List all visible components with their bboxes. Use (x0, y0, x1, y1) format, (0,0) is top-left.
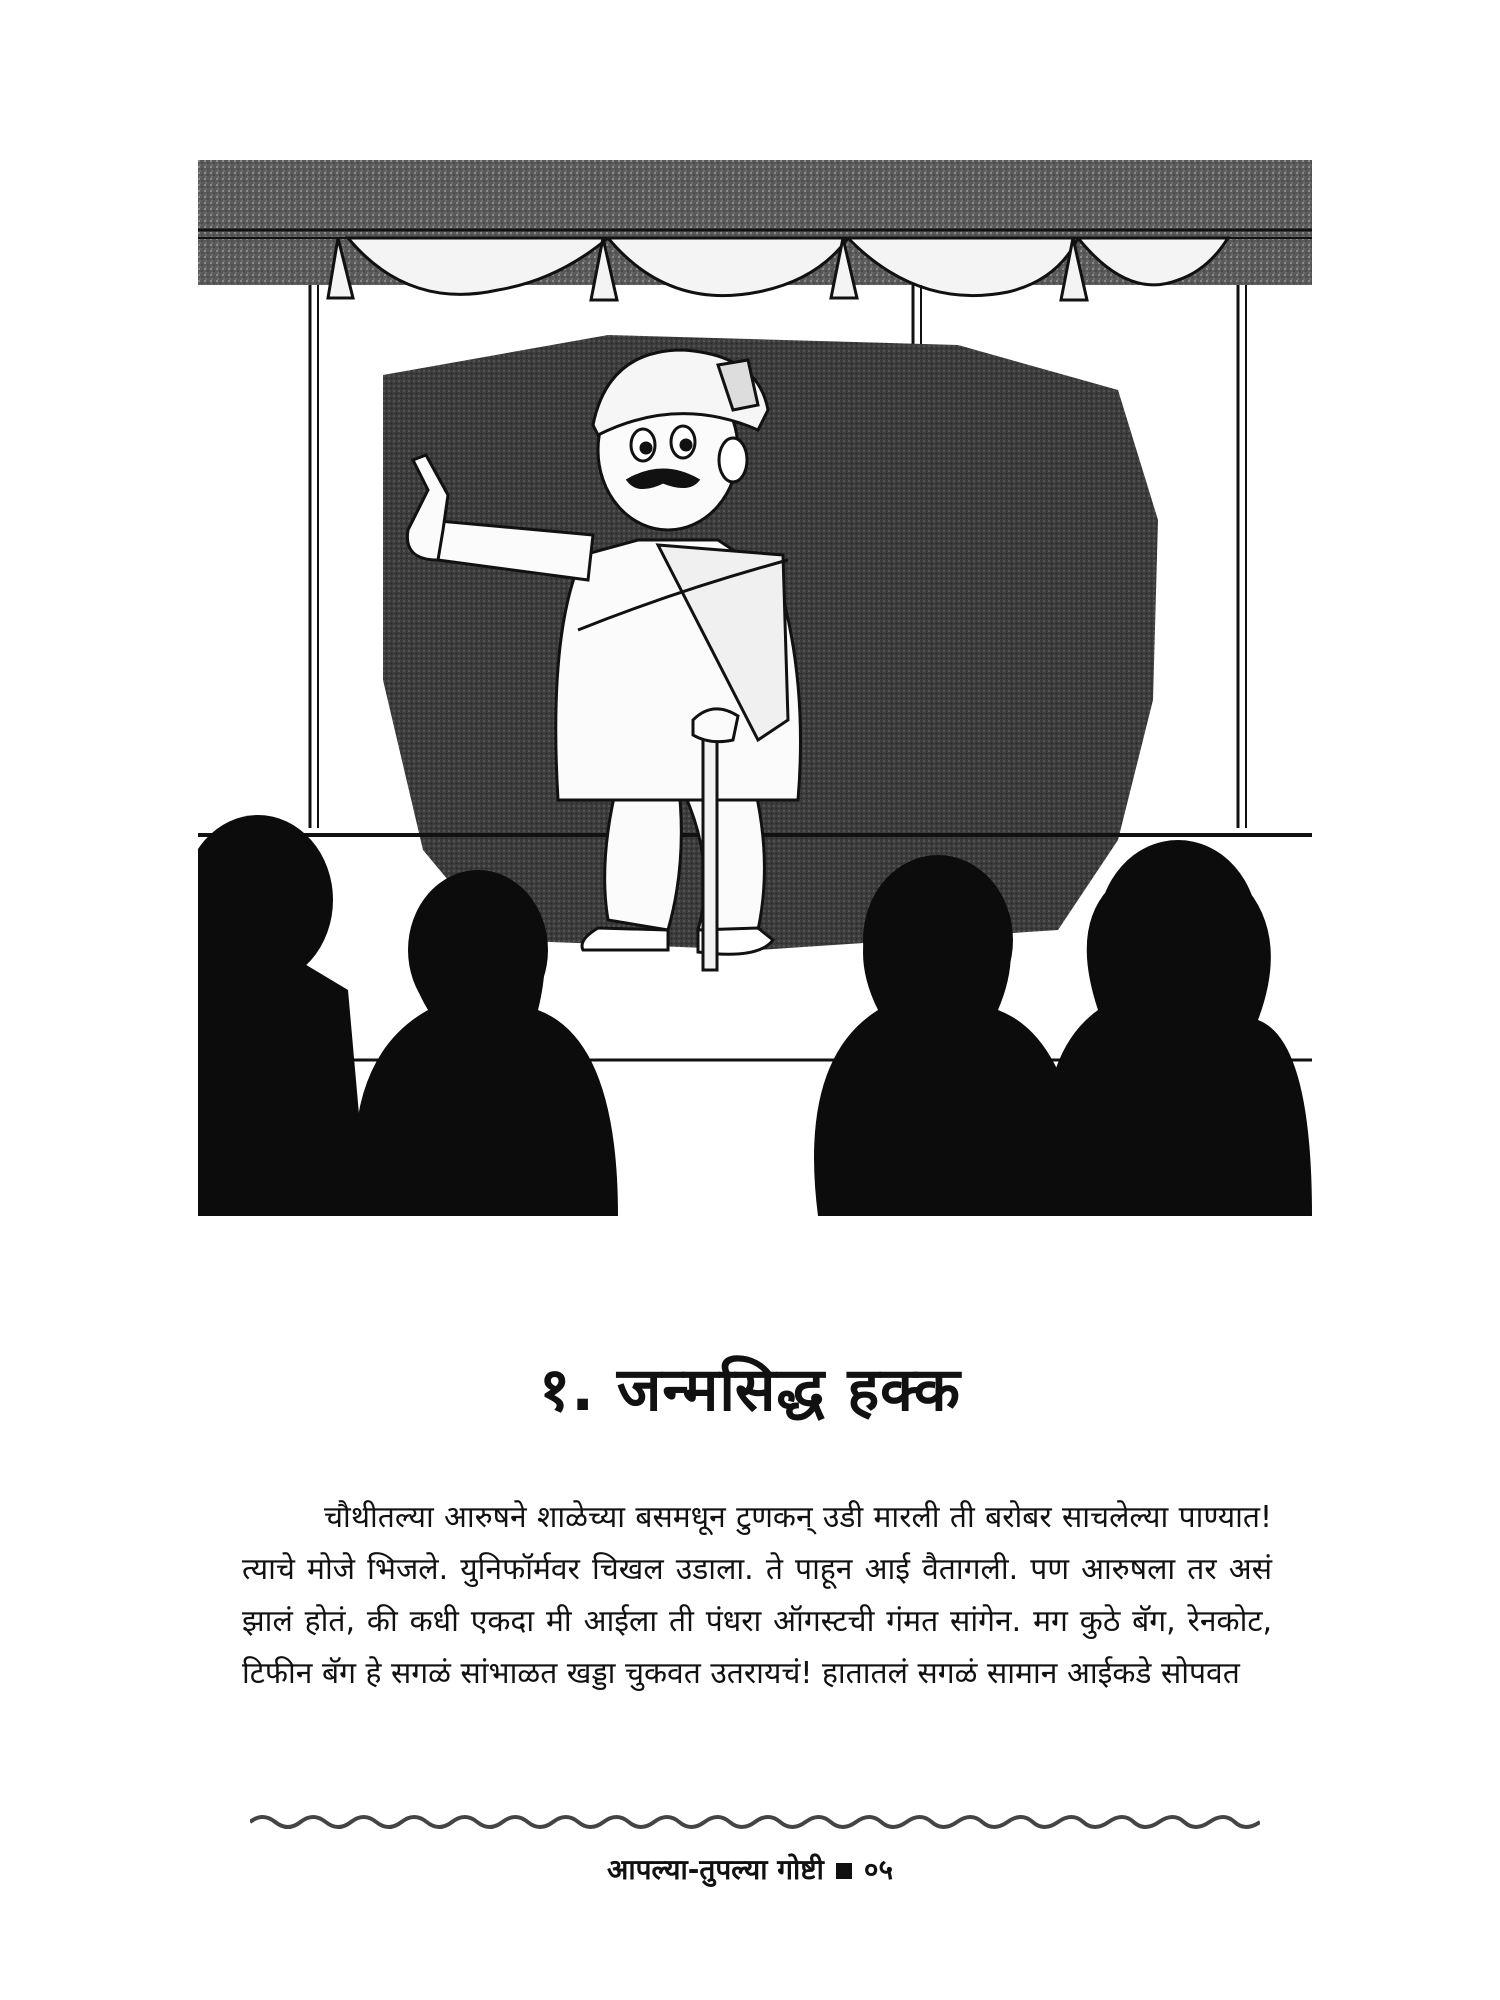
book-title: आपल्या-तुपल्या गोष्टी (606, 1853, 824, 1886)
square-separator-icon (836, 1863, 852, 1879)
chapter-title: १. जन्मसिद्ध हक्क (539, 1355, 961, 1426)
page-number: ०५ (863, 1853, 894, 1886)
stage-performance-illustration (198, 160, 1312, 1216)
story-paragraph: चौथीतल्या आरुषने शाळेच्या बसमधून टुणकन् उडी मारली ती बरोबर साचलेल्या पाण्यात! त्याचे मोजे भिजले. युनिफॉर्मवर चिखल उडाला. ते पाहून आई वैतागली. पण आरुषला तर असं झालं होतं, की कधी एकदा मी आईला ती पंधरा ऑगस्टची गंमत सांगेन. मग कुठे बॅग, रेनकोट, टिफीन बॅग हे सगळं सांभाळत खड्डा चुकवत उतरायचं! हातातलं सगळं सामान आईकडे सोपवत (242, 1500, 1272, 1691)
wavy-divider (250, 1812, 1260, 1832)
page-footer (0, 1850, 1500, 1890)
